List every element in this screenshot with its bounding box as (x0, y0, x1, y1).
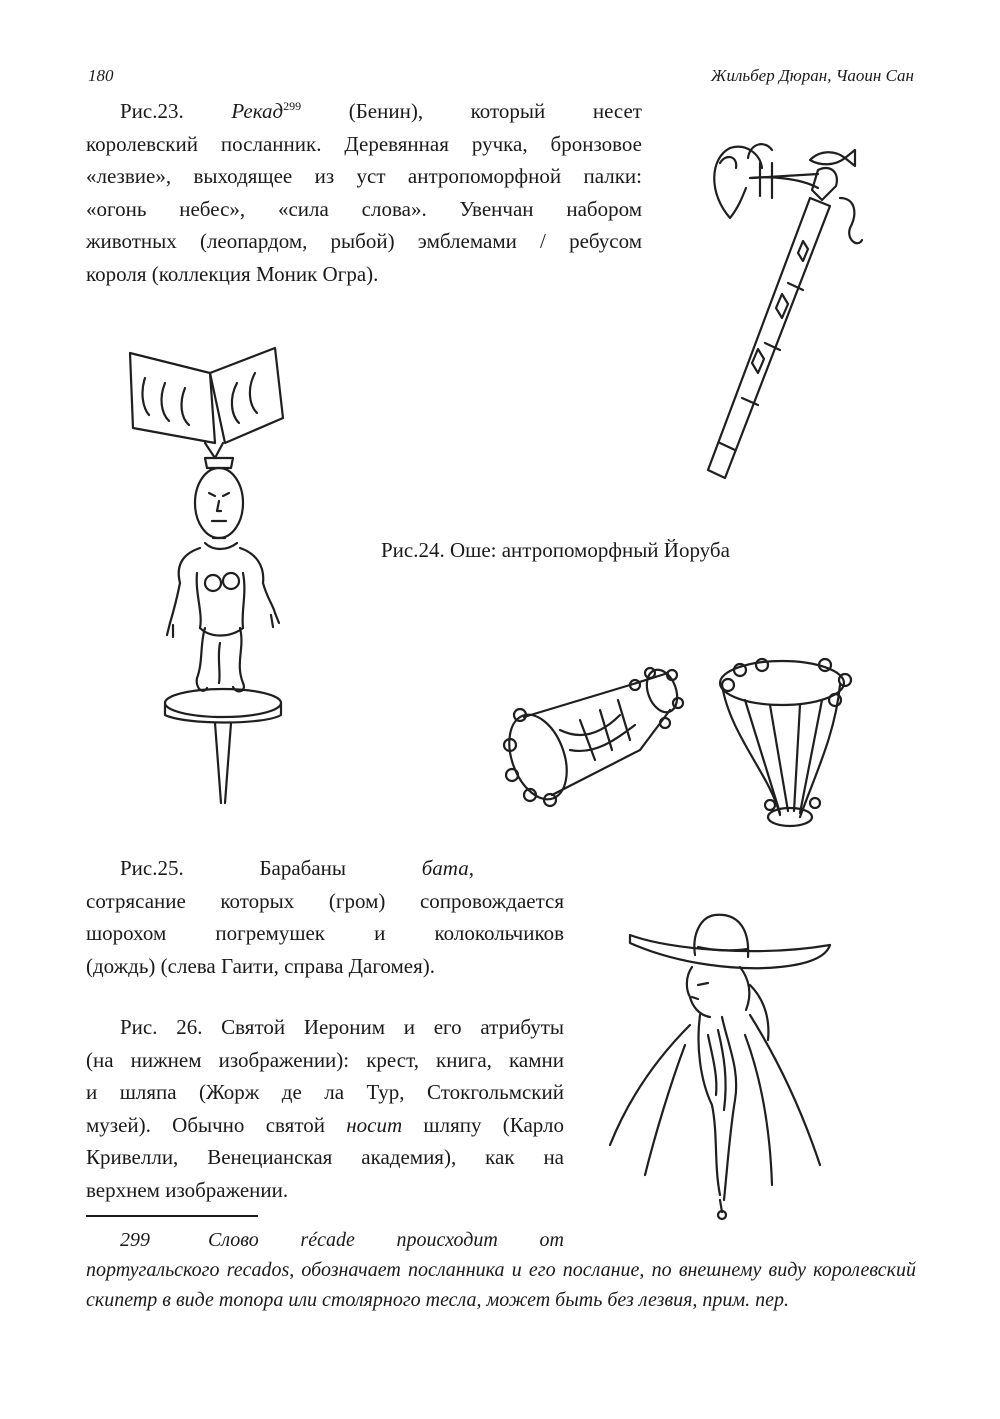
footnote-first-line (86, 1225, 564, 1255)
fig25-line: сотрясание которых (гром) сопровождается (86, 888, 564, 913)
fig23-label: Рис.23. (120, 99, 184, 123)
fig25-first-line (86, 852, 564, 885)
saint-jerome-drawing (600, 905, 840, 1225)
fig26-line: и шляпа (Жорж де ла Тур, Стокгольмский (86, 1080, 564, 1104)
fig26-line-4 (86, 1109, 564, 1142)
fig26-line: (на нижнем изображении): крест, книга, камни (86, 1047, 564, 1072)
page-number: 180 (88, 66, 114, 85)
fig26-line4-em: носит (346, 1112, 403, 1137)
fig25-label: Рис.25. (120, 856, 184, 880)
fig26-line4-pre: музей). Обычно святой (86, 1112, 347, 1137)
footnote-number: 299 (120, 1229, 150, 1251)
fig23-term: Рекад (231, 99, 284, 123)
footnote-text: португальского recados, обозначает посланника и его послание, по внешнему виду королевский скипетр в виде топора или столярного тесла, может быть без лезвия, прим. пер. (86, 1259, 916, 1311)
footnote-rule (86, 1215, 258, 1217)
fig23-line: короля (коллекция Моник Огра). (86, 261, 379, 286)
fig23-line: королевский посланник. Деревянная ручка, бронзовое (86, 131, 642, 156)
footnote-ref: 299 (283, 99, 302, 113)
fig23-line: животных (леопардом, рыбой) эмблемами / ребусом (86, 229, 642, 253)
fig25-term: бата, (421, 856, 474, 880)
footnote-first-text: Слово récade происходит от (208, 1229, 564, 1251)
fig26-caption (86, 1011, 564, 1206)
fig25-line: (дождь) (слева Гаити, справа Дагомея). (86, 953, 436, 978)
fig26-line: Рис. 26. Святой Иероним и его атрибуты (120, 1015, 564, 1039)
oshe-figure-drawing (125, 343, 325, 808)
fig25-line: шорохом погремушек и колокольчиков (86, 921, 564, 945)
bata-drums-drawing (500, 645, 860, 835)
footnote (86, 1225, 916, 1315)
fig24-caption: Рис.24. Оше: антропоморфный Йоруба (381, 538, 730, 562)
fig26-line: Кривелли, Венецианская академия), как на (86, 1145, 564, 1169)
fig26-line: верхнем изображении. (86, 1177, 289, 1202)
fig26-line4-post: шляпу (Карло (402, 1112, 565, 1137)
fig23-line: «огонь небес», «сила слова». Увенчан набором (86, 196, 642, 221)
recade-drawing (690, 118, 890, 488)
fig23-caption (86, 95, 642, 290)
running-header-authors: Жильбер Дюран, Чаоин Сан (710, 66, 914, 85)
fig25-word: Барабаны (259, 856, 347, 880)
fig23-first-line (86, 95, 642, 128)
fig23-line: «лезвие», выходящее из уст антропоморфной палки: (86, 164, 642, 188)
fig23-line: (Бенин), который несет (348, 99, 642, 123)
fig25-caption (86, 852, 564, 982)
